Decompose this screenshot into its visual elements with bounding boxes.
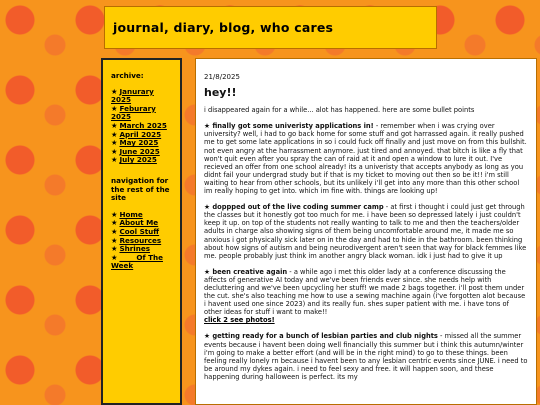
archive-link-may-2025[interactable]: May 2025 [119,138,159,148]
nav-link-of-the-week[interactable]: ____ Of The Week [111,252,163,271]
star-icon: ★ [111,235,118,245]
archive-link-january-2025[interactable]: Janurary 2025 [111,86,154,105]
nav-link-home[interactable]: Home [119,209,143,219]
post-item [204,332,528,381]
post-item [204,268,528,325]
archive-link-april-2025[interactable]: April 2025 [119,129,162,139]
archive-list [111,88,174,165]
sidebar [101,58,182,405]
archive-item [111,88,174,105]
site-title: journal, diary, blog, who cares [113,20,334,35]
post-item [204,122,528,195]
post-item-body: - missed all the summer events because i havent been doing well financially this summer but i think this autumn/winter i'm going to make a better effort (and will be in the right mind) to go to these things. been feeling really lonely rn because i havent been to any lesbian centric events since JUNE. i need to be around my dykes again. i need to feel sexy and free. it will happen soon, and these happening during halloween is perfect. its my [204,332,528,381]
post-item [204,203,528,260]
star-icon: ★ [111,209,118,219]
star-icon: ★ [111,138,118,148]
archive-heading: archive: [111,71,144,80]
archive-link-june-2025[interactable]: June 2025 [119,146,160,156]
nav-link-cool-stuff[interactable]: Cool Stuff [119,226,160,236]
archive-item [111,156,174,165]
post-item-heading: ★ getting ready for a bunch of lesbian parties and club nights [204,332,438,341]
nav-item [111,254,174,271]
post-date: 21/8/2025 [204,73,240,81]
star-icon: ★ [111,244,118,254]
post-item-body: - a while ago i met this older lady at a conference discussing the affects of generative AI today and we've been friends ever since. she needs help with decluttering and we've been upcycling her stuff! we made 2 bags together. i'll post them under the cut. she's also teaching me how to use a sewing machine again (i've forgotten alot because i havent used one since 2023) and its really fun. shes super patient with me. i have tons of other ideas for stuff i want to make!! [204,267,526,317]
star-icon: ★ [111,155,118,165]
star-icon: ★ [111,218,118,228]
post-item-heading: ★ been creative again [204,267,288,276]
see-photos-link[interactable]: click 2 see photos! [204,316,275,325]
post-intro: i disappeared again for a while... alot has happened. here are some bullet points [204,106,475,115]
nav-link-shrines[interactable]: Shrines [119,244,151,254]
star-icon: ★ [111,252,118,262]
star-icon: ★ [111,146,118,156]
navigation-heading: navigation for the rest of the site [111,175,170,203]
post-item-heading: ★ finally got some univeristy applications in! [204,122,374,131]
post-title: hey!! [204,86,237,100]
post-item-body: - remember when i was crying over university? well, i had to go back home for some stuff and got harrassed again. it really pushed me to get some late applications in so i could fuck off finally and just move on from this bullshit. not even angry at the harrassment anymore. just tired and annoyed. that bitch is like a fly that won't quit even after you spray the can of raid at it and open a window to lure it out. I've recieved an offer from one school already! its a univeristy that accepts anybody as long as you didnt fail your undergrad study but if that is my ticket to moving out then so be it!! i'm still waiting to hear from other schools, but its unlikely i'll get into any more than this other school im really hoping to get into. which im fine with. things are looking up! [204,122,527,196]
blog-post [195,58,537,405]
archive-link-march-2025[interactable]: March 2025 [119,120,167,130]
site-header [104,6,437,49]
star-icon: ★ [111,129,118,139]
star-icon: ★ [111,86,118,96]
archive-item [111,105,174,122]
navigation-list [111,211,174,271]
nav-link-resources[interactable]: Resources [119,235,162,245]
post-item-heading: ★ doppped out of the live coding summer camp [204,203,384,212]
star-icon: ★ [111,226,118,236]
archive-link-july-2025[interactable]: July 2025 [119,155,157,165]
star-icon: ★ [111,120,118,130]
star-icon: ★ [111,103,118,113]
post-item-body: - at first i thought i could just get through the classes but it honestly got too much for me. i have been so depressed lately i just couldn't keep it up. on top of the students not really wanting to talk to me and then the teachers/older adults in charge also showing signs of them being uncomfortable around me, it made me so anxious i got physically sick later on in the day and had to hide in the bathroom. been thinking about how signs of autism and being neurodivergent aren't seen that way for black femmes like me. people probably just think im another angry black woman. idk i just had to give it up [204,203,527,260]
archive-link-february-2025[interactable]: Feburary 2025 [111,103,156,122]
nav-link-about-me[interactable]: About Me [119,218,159,228]
